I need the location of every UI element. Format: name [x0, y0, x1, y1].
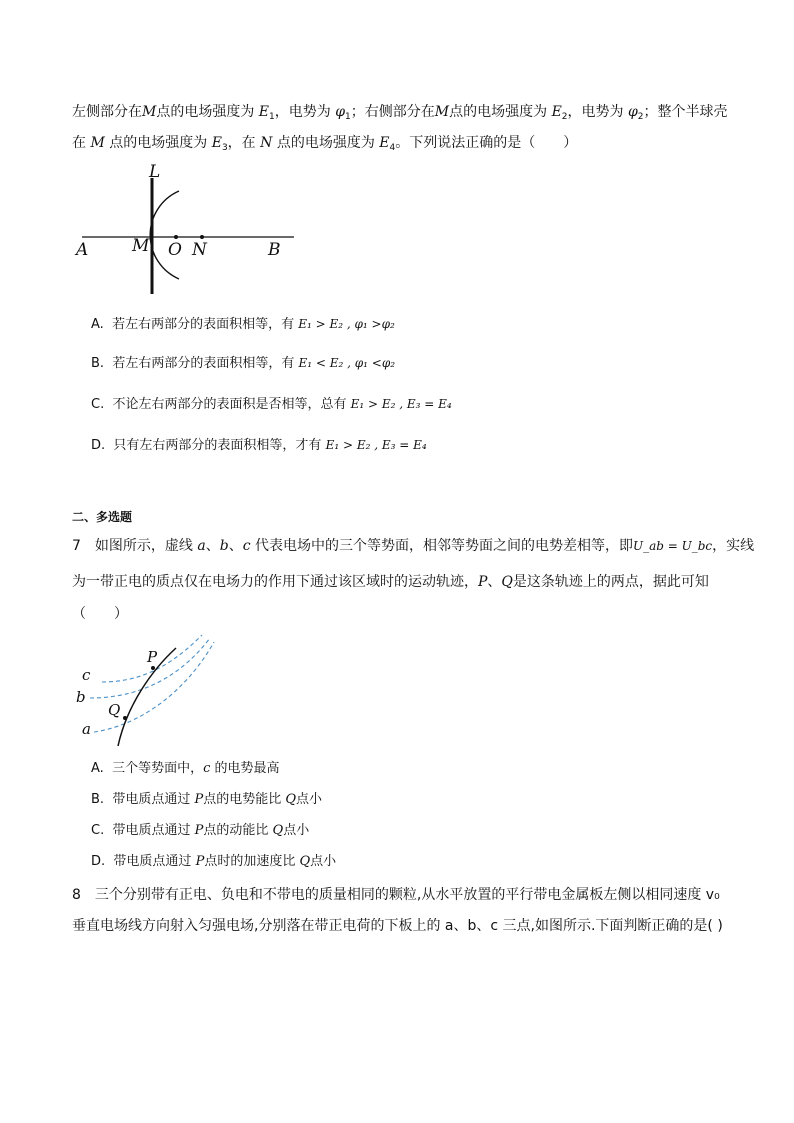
q7-line-1: 7 如图所示，虚线 a、b、c 代表电场中的三个等势面，相邻等势面之间的电势差相等，即U_ab = U_bc，实线	[72, 538, 755, 554]
q7-option-d[interactable]: D. 带电质点通过 P点时的加速度比 Q点小	[91, 854, 337, 869]
label-a: a	[82, 720, 91, 738]
q7-option-b[interactable]: B. 带电质点通过 P点的电势能比 Q点小	[91, 792, 323, 807]
label-O: O	[168, 240, 182, 260]
label-N: N	[192, 240, 207, 260]
q6-option-b[interactable]: B. 若左右两部分的表面积相等，有 E₁ < E₂ , φ₁ <φ₂	[91, 356, 396, 371]
label-P: P	[147, 648, 158, 666]
q7-option-c[interactable]: C. 带电质点通过 P点的动能比 Q点小	[91, 823, 310, 838]
q8-line-1: 8 三个分别带有正电、负电和不带电的质量相同的颗粒,从水平放置的平行带电金属板左侧以相同速度 v₀	[72, 887, 720, 903]
label-B: B	[268, 240, 281, 260]
q8-line-2: 垂直电场线方向射入匀强电场,分别落在带正电荷的下板上的 a、b、c 三点,如图所示.下面判断正确的是( )	[72, 918, 723, 934]
label-A: A	[76, 240, 89, 260]
equipotential-figure	[72, 630, 222, 750]
q6-option-a[interactable]: A. 若左右两部分的表面积相等，有 E₁ > E₂ , φ₁ >φ₂	[91, 317, 395, 332]
q6-line-1: 左侧部分在M点的电场强度为 $E_1$，电势为 $\varphi_1$；右侧部分在M点的电场强度为 $E_2$，电势为 $\varphi_2$；整个半球壳	[72, 104, 728, 122]
hemisphere-figure	[72, 160, 302, 300]
q6-option-d[interactable]: D. 只有左右两部分的表面积相等，才有 E₁ > E₂ , E₃ = E₄	[91, 438, 427, 453]
label-c: c	[82, 666, 91, 684]
q7-line-3: （ ）	[72, 606, 128, 622]
label-M: M	[132, 236, 150, 256]
label-Q: Q	[108, 701, 121, 719]
q6-option-c[interactable]: C. 不论左右两部分的表面积是否相等，总有 E₁ > E₂ , E₃ = E₄	[91, 397, 452, 412]
label-b: b	[76, 688, 86, 706]
q6-line-2: 在 M 点的电场强度为 $E_3$，在 N 点的电场强度为 $E_4$。下列说法正确的是（ ）	[72, 135, 578, 153]
q7-line-2: 为一带正电的质点仅在电场力的作用下通过该区域时的运动轨迹，P、Q是这条轨迹上的两点，据此可知	[72, 574, 709, 590]
q7-option-a[interactable]: A. 三个等势面中，c 的电势最高	[91, 761, 280, 776]
section-title: 二、多选题	[72, 510, 133, 524]
label-L: L	[149, 162, 161, 182]
